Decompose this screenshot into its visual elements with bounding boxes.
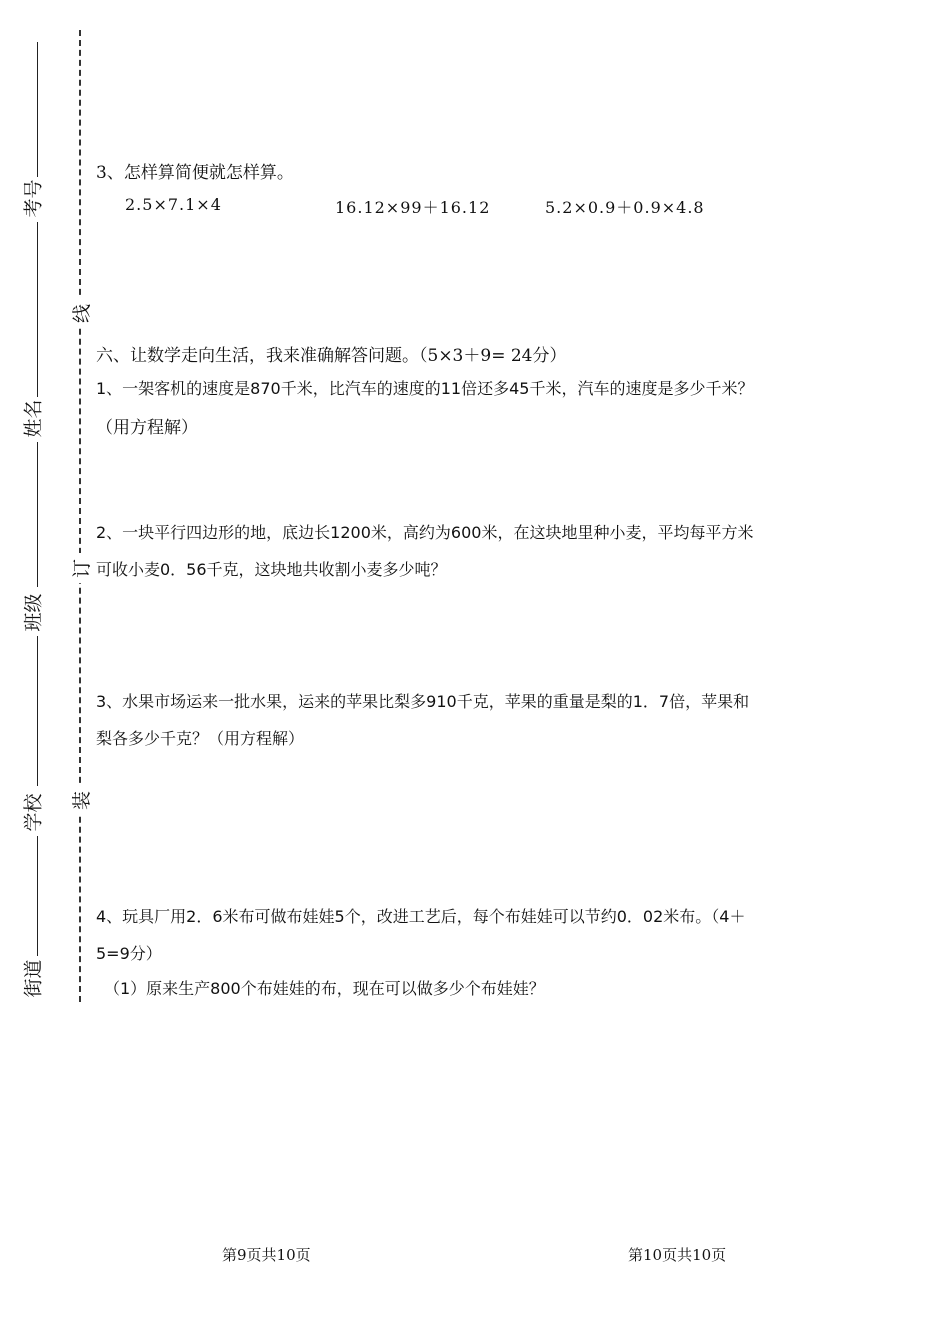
problem-4-line-2: 5=9分） — [96, 944, 162, 963]
xuexiao-jiedao-line — [37, 836, 38, 956]
section-6-heading: 六、让数学走向生活，我来准确解答问题。（5×3＋9= 24分） — [96, 346, 567, 366]
jiedao-label: 街道 — [22, 958, 45, 998]
binding-mark-ding: 订 — [66, 553, 96, 583]
xingming-line — [37, 222, 38, 397]
problem-4-subquestion-1: （1）原来生产800个布娃娃的布，现在可以做多少个布娃娃？ — [104, 979, 545, 998]
calc-expression-1: 2.5×7.1×4 — [125, 195, 222, 214]
problem-4-line-1: 4、玩具厂用2．6米布可做布娃娃5个，改进工艺后，每个布娃娃可以节约0．02米布。（4＋ — [96, 907, 746, 926]
problem-1-line-2: （用方程解） — [96, 418, 198, 438]
binding-mark-zhuang: 装 — [66, 785, 96, 815]
binding-dashed-line — [79, 30, 81, 1002]
kaohao-label: 考号 — [22, 178, 45, 218]
problem-3-line-1: 3、水果市场运来一批水果，运来的苹果比梨多910千克，苹果的重量是梨的1．7倍，苹果和 — [96, 692, 750, 711]
calc-expression-3: 5.2×0.9＋0.9×4.8 — [545, 198, 705, 217]
calc-question-title: 3、怎样算简便就怎样算。 — [96, 163, 294, 183]
banji-xuexiao-line — [37, 636, 38, 786]
page-number-right: 第10页共10页 — [628, 1246, 727, 1264]
xingming-label: 姓名 — [22, 398, 45, 438]
problem-1-line-1: 1、一架客机的速度是870千米，比汽车的速度的11倍还多45千米，汽车的速度是多少千米？ — [96, 379, 754, 398]
problem-3-line-2: 梨各多少千克？（用方程解） — [96, 729, 305, 748]
problem-2-line-1: 2、一块平行四边形的地，底边长1200米，高约为600米，在这块地里种小麦，平均每平方米 — [96, 523, 754, 542]
kaohao-line — [37, 42, 38, 177]
binding-mark-xian: 线 — [66, 298, 96, 328]
banji-label: 班级 — [22, 592, 45, 632]
banji-line — [37, 442, 38, 587]
page-number-left: 第9页共10页 — [222, 1246, 311, 1264]
problem-2-line-2: 可收小麦0．56千克，这块地共收割小麦多少吨？ — [96, 560, 447, 579]
calc-expression-2: 16.12×99＋16.12 — [335, 198, 491, 217]
xuexiao-label: 学校 — [22, 792, 45, 832]
